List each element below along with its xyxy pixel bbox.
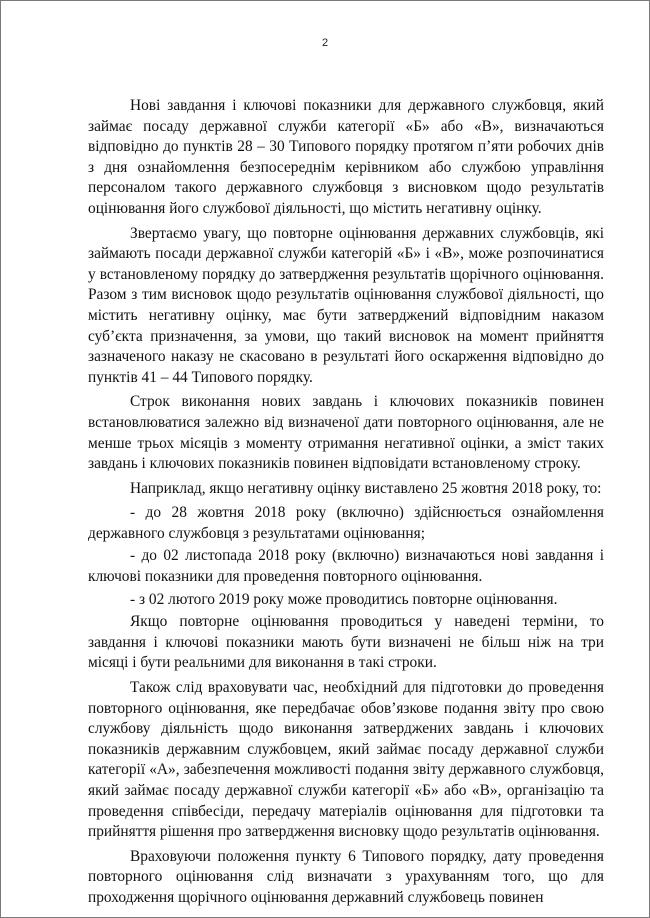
list-item-familiarization: - до 28 жовтня 2018 року (включно) здійснюється ознайомлення державного службовця з результатами оцінювання; bbox=[88, 504, 604, 542]
paragraph-attention-repeat-evaluation: Звертаємо увагу, що повторне оцінювання державних службовців, які займають посади державної служби категорій «Б» і «В», може розпочинатися у встановленому порядку до затвердження результатів щорічного оцінювання. Разом з тим висновок щодо результатів оцінювання службової діяльності, що містить негативну оцінку, має бути затверджений відповідним наказом суб’єкта призначення, за умови, що такий висновок на момент прийняття зазначеного наказу не скасовано в результаті його оскарження відповідно до пунктів 41 – 44 Типового порядку. bbox=[88, 224, 604, 386]
paragraph-deadline: Строк виконання нових завдань і ключових показників повинен встановлюватися залежно від визначеної дати повторного оцінювання, але не менше трьох місяців з моменту отримання негативної оцінки, а зміст таких завдань і ключових показників повинен відповідати встановленому строку. bbox=[88, 393, 604, 473]
list-item-repeat-evaluation-date: - з 02 лютого 2019 року може проводитись повторне оцінювання. bbox=[130, 590, 558, 608]
document-body bbox=[88, 96, 604, 909]
paragraph-new-tasks: Нові завдання і ключові показники для державного службовця, який займає посаду державної служби категорії «Б» або «В», визначаються відповідно до пунктів 28 – 30 Типового порядку протягом п’яти робочих днів з дня ознайомлення безпосереднім керівником або службою управління персоналом такого державного службовця з висновком щодо результатів оцінювання його службової діяльності, що містить негативну оцінку. bbox=[88, 97, 604, 217]
paragraph-terms-note: Якщо повторне оцінювання проводиться у наведені терміни, то завдання і ключові показники мають бути визначені не більш ніж на три місяці і бути реальними для виконання в такі строки. bbox=[88, 613, 604, 672]
list-item-new-tasks-date: - до 02 листопада 2018 року (включно) визначаються нові завдання і ключові показники для проведення повторного оцінювання. bbox=[88, 547, 604, 586]
paragraph-considering-clause-6: Враховуючи положення пункту 6 Типового порядку, дату проведення повторного оцінювання слід визначати з урахуванням того, що для проходження щорічного оцінювання державний службовець повинен bbox=[88, 847, 604, 906]
page-number: 2 bbox=[321, 37, 329, 49]
paragraph-preparation-time: Також слід враховувати час, необхідний для підготовки до проведення повторного оцінювання, яке передбачає обов’язкове подання звіту про свою службову діяльність щодо виконання затверджених завдань і ключових показників державним службовцем, який займає посаду державної служби категорії «А», забезпечення можливості подання звіту державного службовця, який займає посаду державної служби категорії «Б» або «В», організацію та проведення співбесіди, передачу матеріалів оцінювання для підготовки та прийняття рішення про затвердження висновку щодо результатів оцінювання. bbox=[88, 679, 604, 841]
paragraph-example-intro: Наприклад, якщо негативну оцінку виставлено 25 жовтня 2018 року, то: bbox=[130, 479, 602, 497]
